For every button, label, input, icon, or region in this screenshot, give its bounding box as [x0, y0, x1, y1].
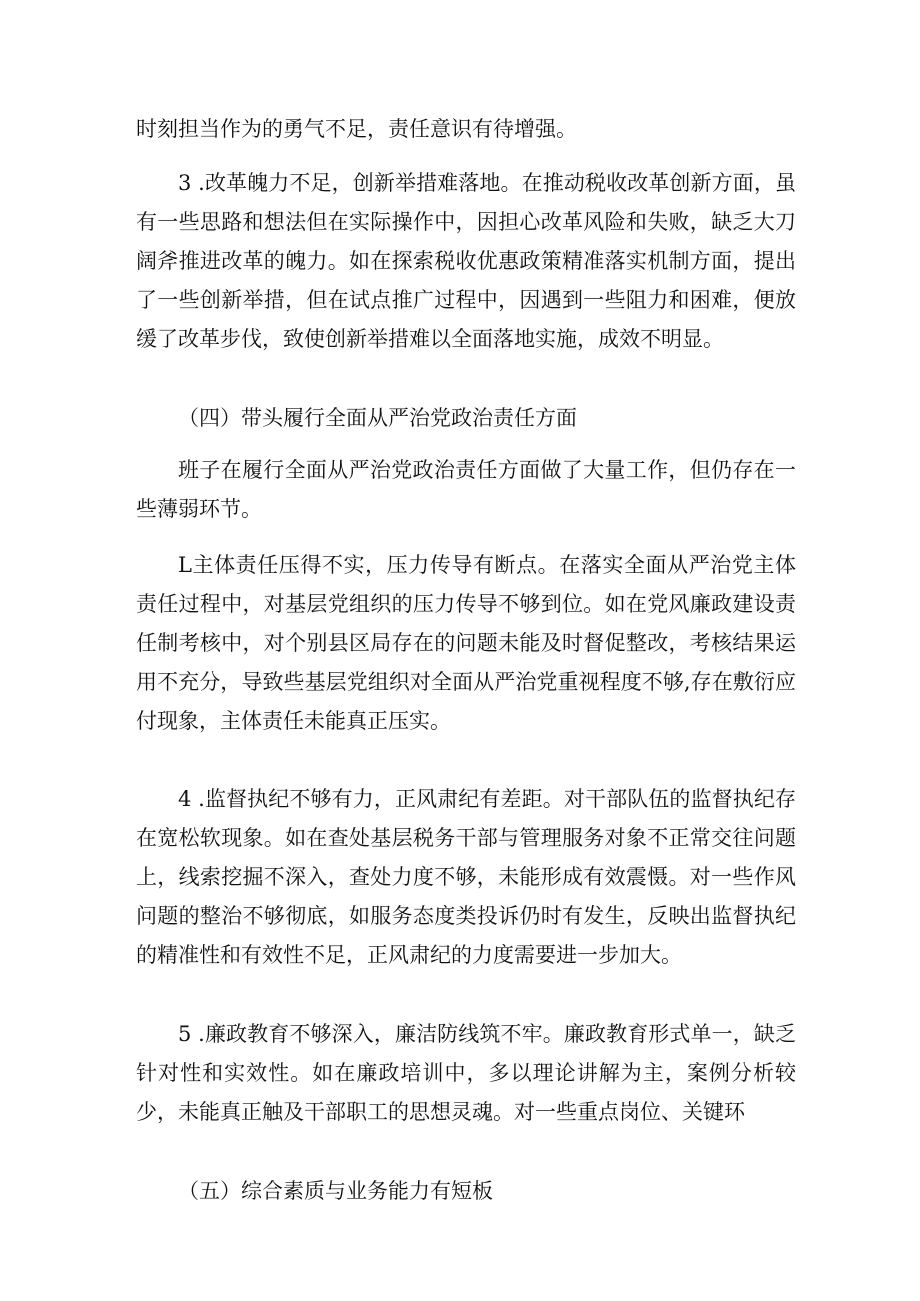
section-heading-4: （四）带头履行全面从严治党政治责任方面 [178, 406, 577, 430]
section-heading-5: （五）综合素质与业务能力有短板 [178, 1179, 493, 1203]
paragraph-item-4-supervision: 4 .监督执纪不够有力，正风肃纪有差距。对干部队伍的监督执纪存在宽松软现象。如在查处基层税务干部与管理服务对象不正常交往问题上，线索挖掘不深入，查处力度不够，未能形成有效震慑。对一些作风问题的整治不够彻底，如服务态度类投诉仍时有发生，反映出监督执纪的精准性和有效性不足，正风肃纪的力度需要进一步加大。 [136, 787, 796, 967]
paragraph-continuation: 时刻担当作为的勇气不足，责任意识有待增强。 [136, 117, 577, 141]
paragraph-item-3-reform: 3 .改革魄力不足，创新举措难落地。在推动税收改革创新方面，虽有一些思路和想法但在实际操作中，因担心改革风险和失败，缺乏大刀阔斧推进改革的魄力。如在探索税收优惠政策精准落实机制方面，提出了一些创新举措，但在试点推广过程中，因遇到一些阻力和困难，便放缓了改革步伐，致使创新举措难以全面落地实施，成效不明显。 [136, 171, 796, 351]
paragraph-item-5-integrity-education: 5 .廉政教育不够深入，廉洁防线筑不牢。廉政教育形式单一，缺乏针对性和实效性。如在廉政培训中，多以理论讲解为主，案例分析较少，未能真正触及干部职工的思想灵魂。对一些重点岗位、关键环 [136, 1022, 796, 1124]
paragraph-item-1-responsibility: L主体责任压得不实，压力传导有断点。在落实全面从严治党主体责任过程中，对基层党组织的压力传导不够到位。如在党风廉政建设责任制考核中，对个别县区局存在的问题未能及时督促整改，考核结果运用不充分，导致些基层党组织对全面从严治党重视程度不够,存在敷衍应付现象，主体责任未能真正压实。 [136, 553, 796, 733]
paragraph-section-4-intro: 班子在履行全面从严治党政治责任方面做了大量工作，但仍存在一些薄弱环节。 [136, 458, 796, 521]
